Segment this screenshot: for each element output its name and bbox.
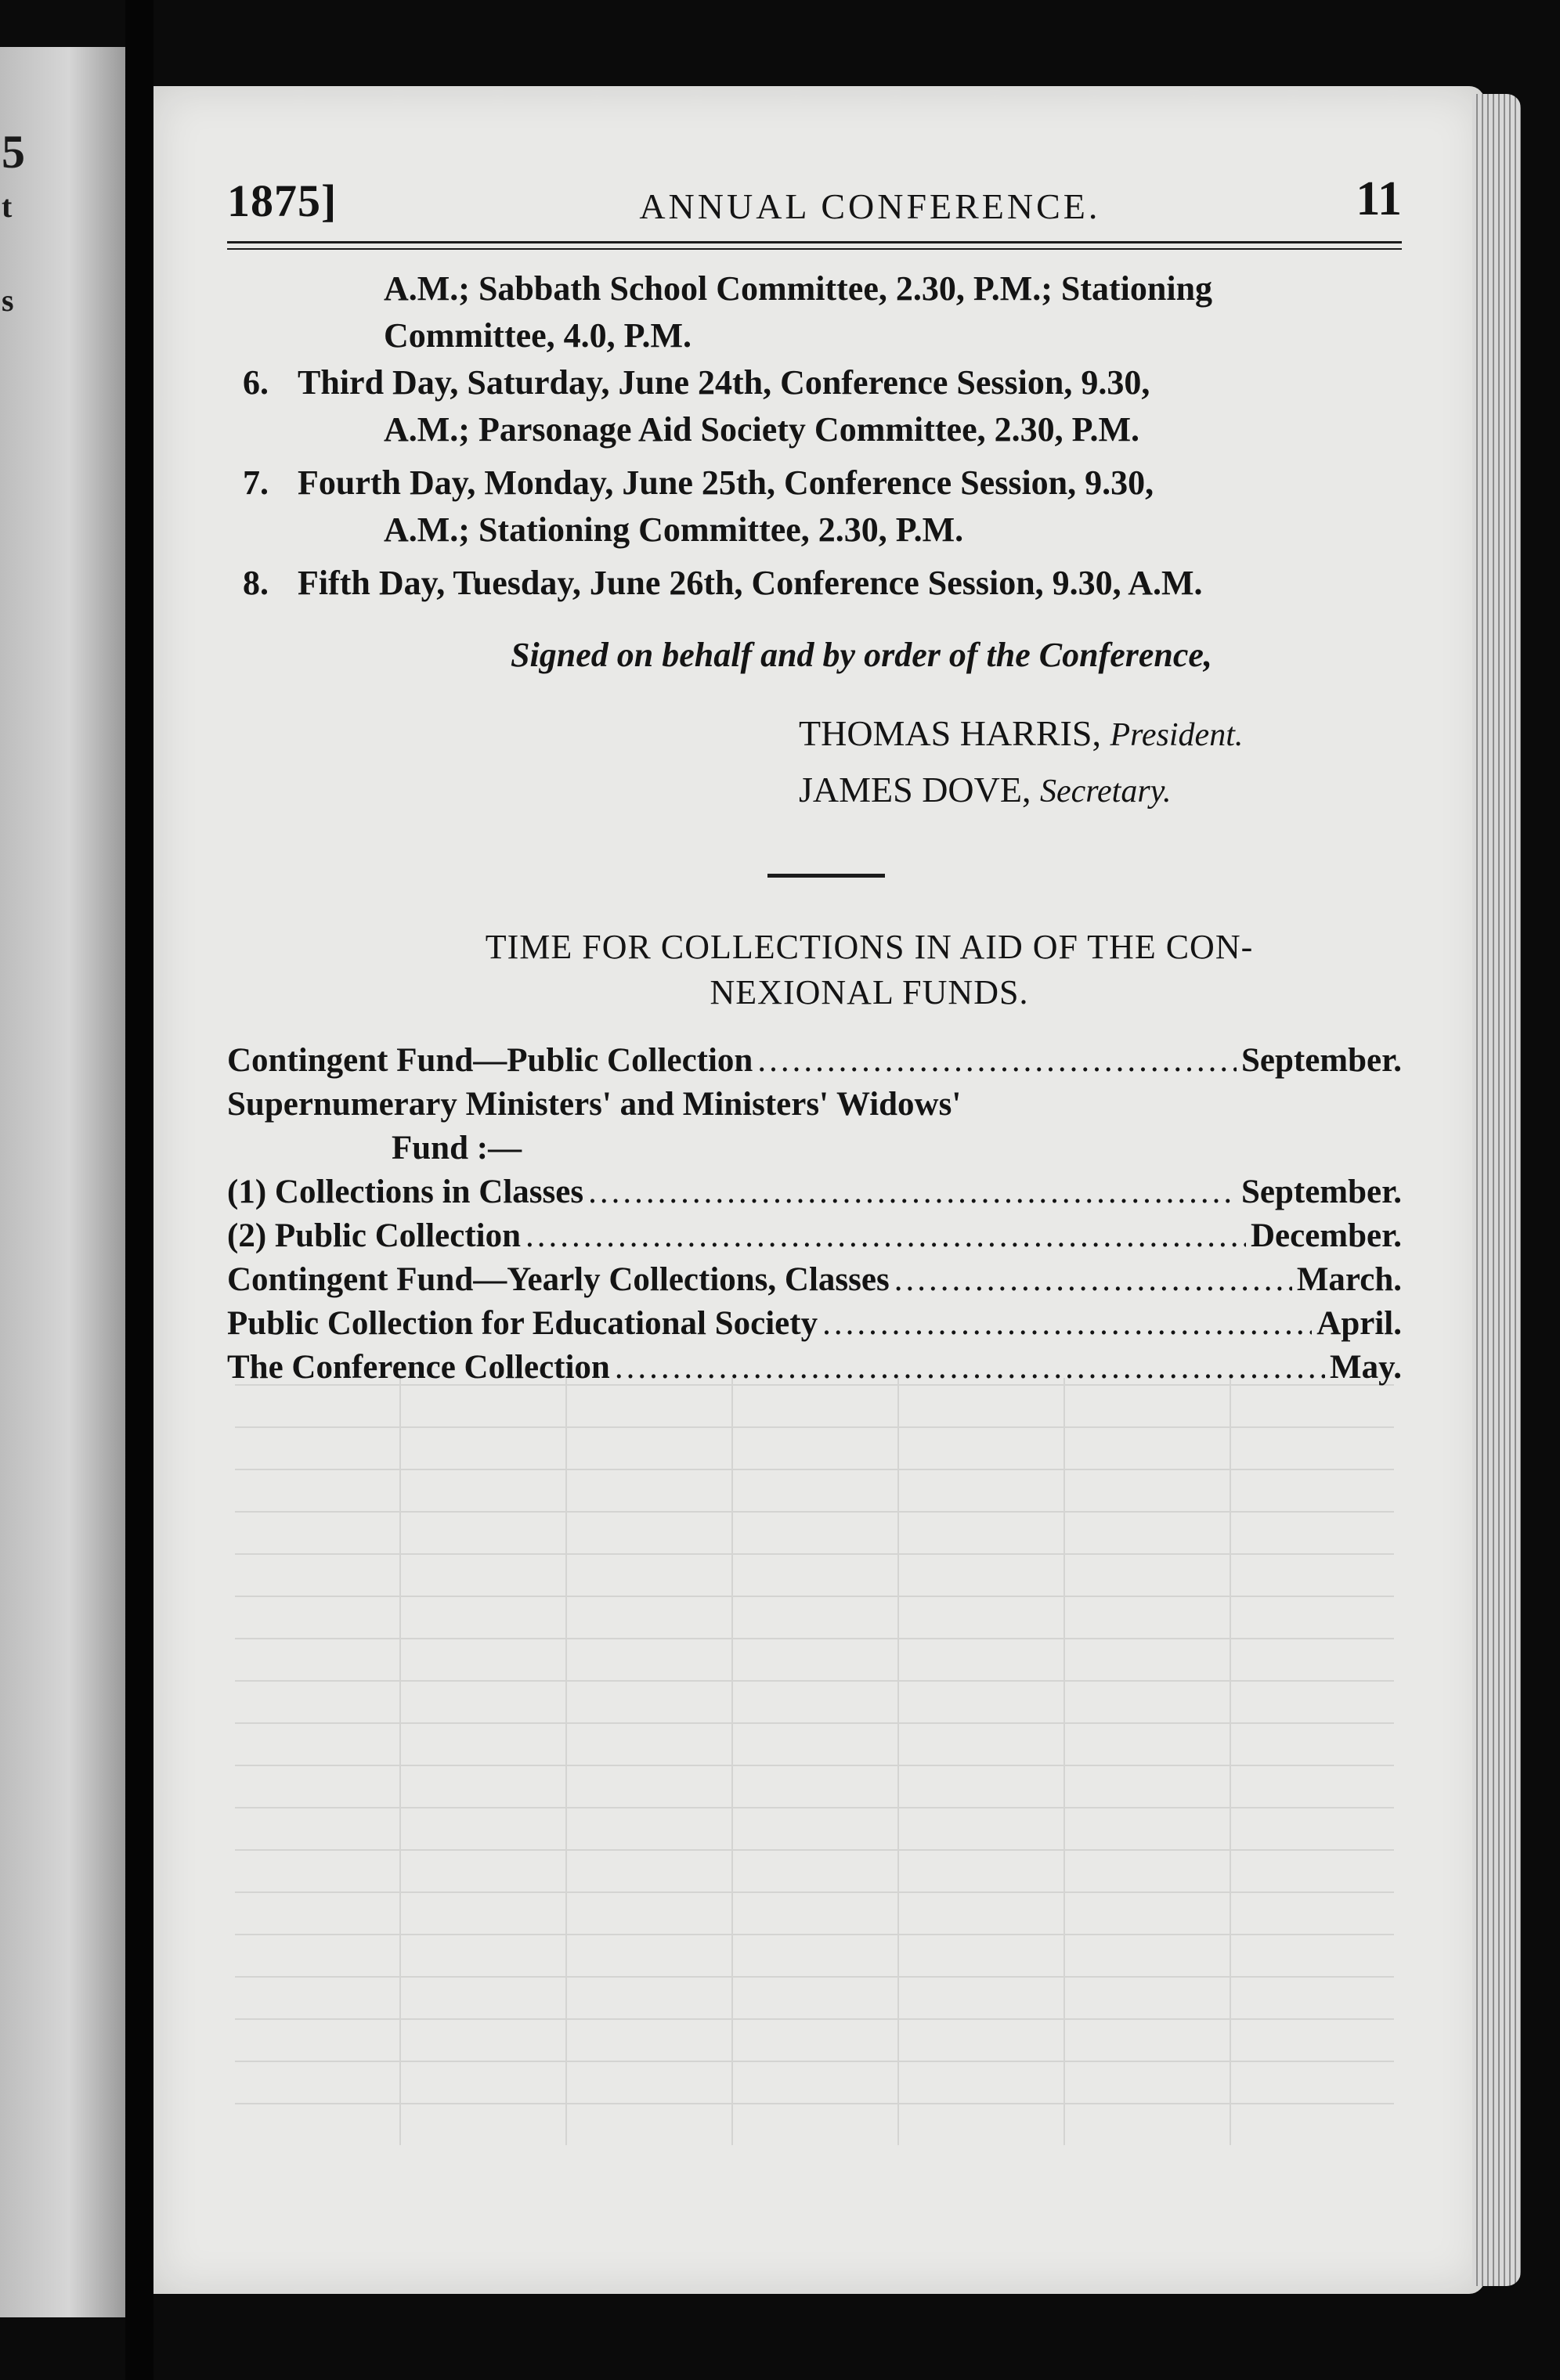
- leader-dots: [757, 1039, 1237, 1083]
- schedule-item: [227, 359, 1402, 453]
- schedule-item-line: Third Day, Saturday, June 24th, Conference Session, 9.30,: [298, 363, 1150, 402]
- collection-label: Contingent Fund—Public Collection: [227, 1042, 753, 1079]
- facing-page-fragment: 5: [2, 126, 25, 178]
- collection-row: [227, 1214, 1402, 1258]
- bleed-through-table: [235, 1378, 1394, 2145]
- page-content: [227, 157, 1402, 1390]
- collection-label: Contingent Fund—Yearly Collections, Classes: [227, 1261, 890, 1298]
- leader-dots: [894, 1258, 1292, 1302]
- facing-page-fragment: s: [2, 283, 14, 318]
- schedule-item-line: Fifth Day, Tuesday, June 26th, Conference Session, 9.30, A.M.: [298, 564, 1203, 602]
- header-rule-thin: [227, 248, 1402, 250]
- header-year: 1875]: [227, 175, 338, 226]
- leader-dots: [525, 1214, 1246, 1258]
- signatory-name: THOMAS HARRIS,: [799, 713, 1101, 753]
- schedule-item-line: A.M.; Stationing Committee, 2.30, P.M.: [384, 510, 964, 549]
- signature-president: [799, 706, 1402, 763]
- schedule-item-line: A.M.; Parsonage Aid Society Committee, 2.30, P.M.: [384, 410, 1139, 449]
- schedule-item: [227, 560, 1402, 607]
- running-title: ANNUAL CONFERENCE.: [639, 186, 1101, 226]
- collections-title: [227, 925, 1402, 1015]
- collection-row: [227, 1258, 1402, 1302]
- collection-month: December.: [1250, 1217, 1402, 1254]
- schedule-continuation-line: Committee, 4.0, P.M.: [384, 316, 692, 355]
- collection-month: March.: [1296, 1261, 1402, 1298]
- collection-row: [227, 1039, 1402, 1083]
- signatory-role: Secretary.: [1039, 774, 1172, 810]
- page-number: 11: [1356, 172, 1402, 225]
- collection-row: [227, 1302, 1402, 1346]
- collection-heading: Supernumerary Ministers' and Ministers' Widows': [227, 1086, 962, 1123]
- collection-heading: Fund :—: [392, 1130, 522, 1167]
- page-header: [227, 157, 1402, 227]
- collection-row: [227, 1346, 1402, 1390]
- collection-month: May.: [1330, 1349, 1402, 1386]
- signature-block: [227, 706, 1402, 819]
- schedule-continuation-line: A.M.; Sabbath School Committee, 2.30, P.M.; Stationing: [384, 269, 1213, 308]
- collection-month: September.: [1240, 1174, 1402, 1210]
- leader-dots: [822, 1302, 1312, 1346]
- schedule-list: [227, 265, 1402, 607]
- signatory-role: President.: [1110, 717, 1244, 753]
- signed-line: Signed on behalf and by order of the Conference,: [511, 636, 1212, 674]
- collections-title-line: TIME FOR COLLECTIONS IN AID OF THE CON-: [485, 928, 1254, 966]
- collection-label: Public Collection for Educational Society: [227, 1305, 818, 1342]
- collection-month: September.: [1240, 1042, 1402, 1079]
- collection-label: The Conference Collection: [227, 1349, 610, 1386]
- schedule-item-line: Fourth Day, Monday, June 25th, Conference Session, 9.30,: [298, 463, 1154, 502]
- book-gutter: [125, 0, 153, 2380]
- collection-row: [227, 1170, 1402, 1214]
- collections-title-line: NEXIONAL FUNDS.: [710, 973, 1029, 1012]
- signatory-name: JAMES DOVE,: [799, 770, 1031, 810]
- schedule-item-number: 8.: [243, 564, 269, 602]
- schedule-item-number: 6.: [243, 363, 269, 402]
- collection-label: (1) Collections in Classes: [227, 1174, 584, 1210]
- facing-page-strip: [0, 47, 125, 2317]
- facing-page-fragment: t: [2, 189, 13, 224]
- signature-secretary: [799, 763, 1402, 819]
- leader-dots: [615, 1346, 1325, 1390]
- section-divider: [767, 874, 885, 878]
- leader-dots: [588, 1170, 1237, 1214]
- header-rule: [227, 241, 1402, 243]
- collection-month: April.: [1316, 1305, 1402, 1342]
- page-edges: [1472, 94, 1521, 2286]
- schedule-item: [227, 460, 1402, 554]
- schedule-item-number: 7.: [243, 463, 269, 502]
- collection-label: (2) Public Collection: [227, 1217, 522, 1254]
- collections-list: [227, 1039, 1402, 1390]
